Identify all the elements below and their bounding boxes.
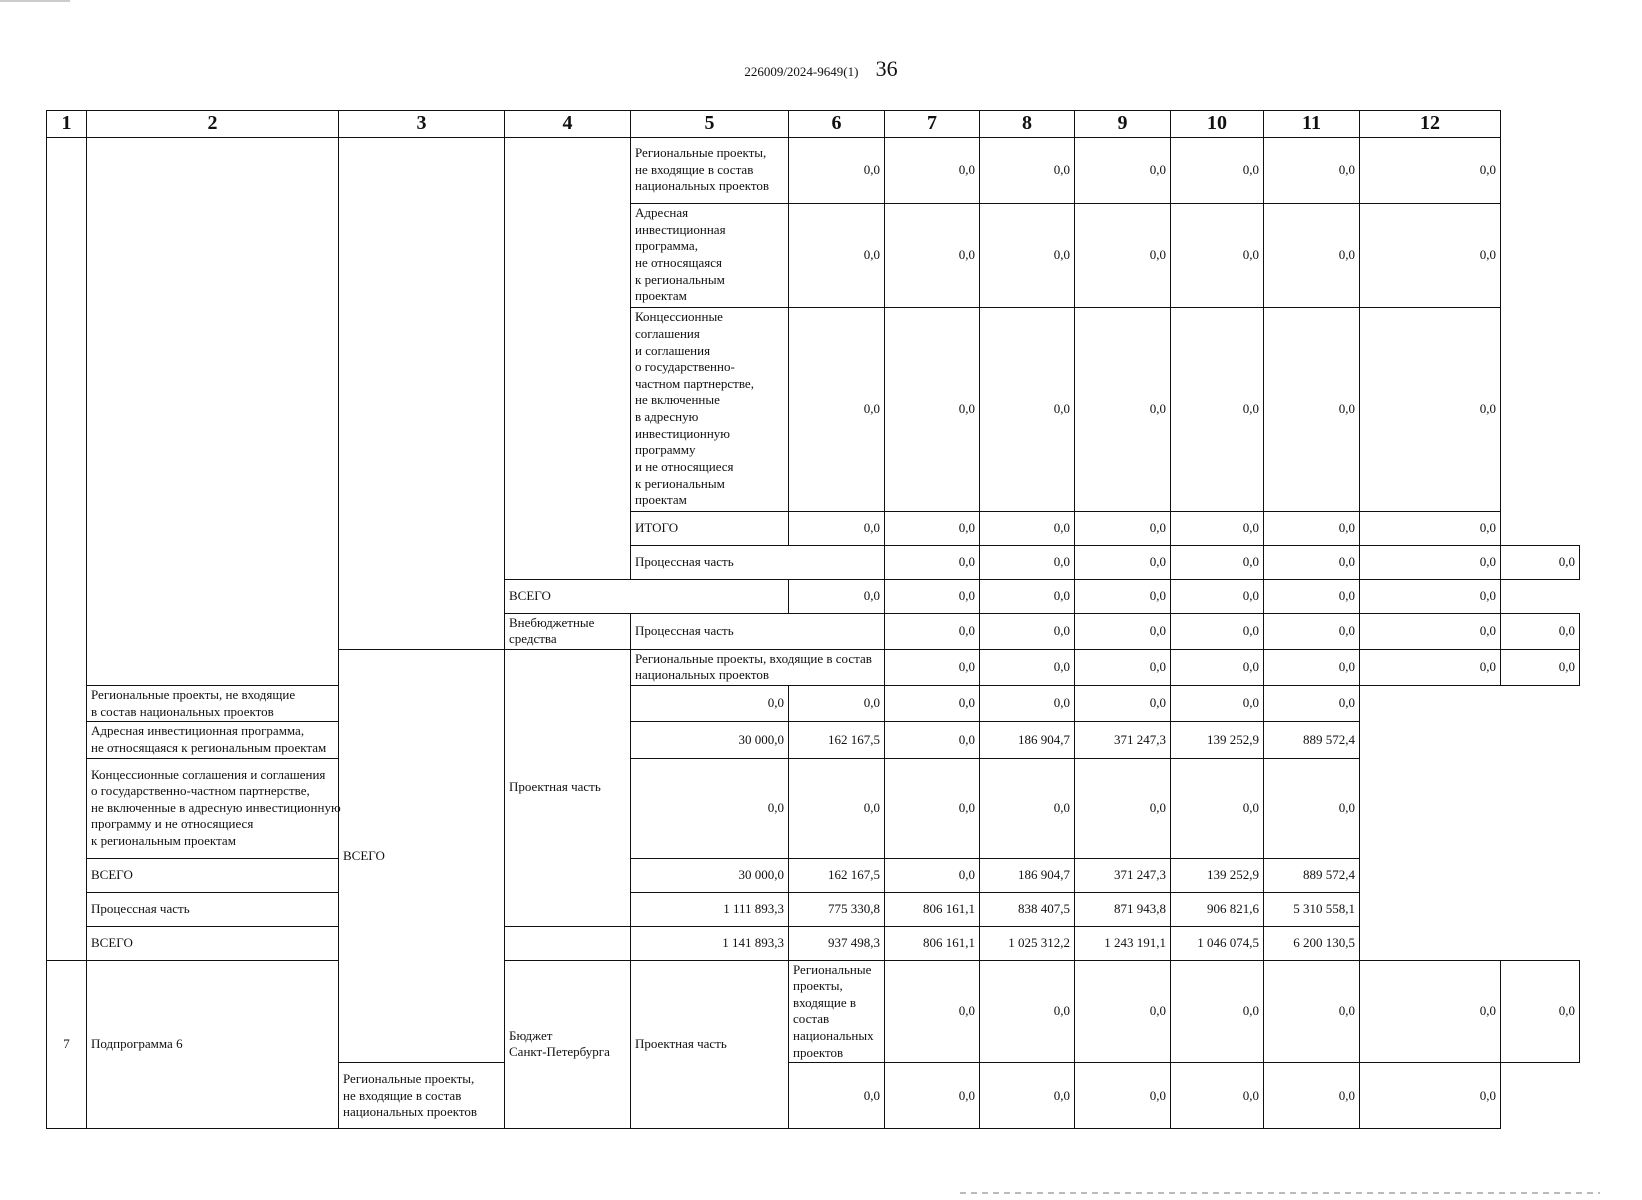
document-number: 226009/2024-9649(1) xyxy=(744,64,859,79)
value-cell: 871 943,8 xyxy=(1075,892,1171,926)
value-cell: 0,0 xyxy=(885,722,980,758)
col-header-6: 6 xyxy=(789,111,885,138)
empty-cell xyxy=(505,137,631,579)
value-cell: 0,0 xyxy=(1075,203,1171,307)
table-row xyxy=(47,758,1580,858)
empty-cell xyxy=(339,137,505,649)
value-cell: 0,0 xyxy=(789,137,885,203)
value-cell: 906 821,6 xyxy=(1171,892,1264,926)
row-number: 7 xyxy=(47,960,87,1129)
row-label: Концессионные соглашения и соглашения о государственно- частном партнерстве, не включенные в адресную инвестиционную программу и не относящиеся к региональным проектам xyxy=(631,307,789,511)
value-cell: 186 904,7 xyxy=(980,722,1075,758)
value-cell: 0,0 xyxy=(1264,686,1360,722)
value-cell: 0,0 xyxy=(1075,545,1171,579)
col-header-1: 1 xyxy=(47,111,87,138)
value-cell: 0,0 xyxy=(980,1063,1075,1129)
value-cell: 0,0 xyxy=(1075,960,1171,1063)
row-label: Проектная часть xyxy=(505,649,631,926)
value-cell: 0,0 xyxy=(789,307,885,511)
value-cell: 0,0 xyxy=(1360,137,1501,203)
value-cell: 0,0 xyxy=(1501,649,1580,685)
document-header xyxy=(0,56,1642,82)
budget-table xyxy=(46,110,1580,1129)
value-cell: 838 407,5 xyxy=(980,892,1075,926)
table-row xyxy=(47,722,1580,758)
value-cell: 0,0 xyxy=(789,511,885,545)
value-cell: 139 252,9 xyxy=(1171,722,1264,758)
value-cell: 0,0 xyxy=(1360,1063,1501,1129)
row-label: Региональные проекты, не входящие в состав национальных проектов xyxy=(631,137,789,203)
value-cell: 806 161,1 xyxy=(885,926,980,960)
value-cell: 0,0 xyxy=(885,649,980,685)
value-cell: 1 111 893,3 xyxy=(631,892,789,926)
row-label: Адресная инвестиционная программа, не относящаяся к региональным проектам xyxy=(631,203,789,307)
value-cell: 162 167,5 xyxy=(789,858,885,892)
value-cell: 889 572,4 xyxy=(1264,722,1360,758)
value-cell: 0,0 xyxy=(1360,203,1501,307)
value-cell: 0,0 xyxy=(1075,758,1171,858)
value-cell: 139 252,9 xyxy=(1171,858,1264,892)
value-cell: 0,0 xyxy=(1171,203,1264,307)
value-cell: 0,0 xyxy=(885,613,980,649)
value-cell: 0,0 xyxy=(631,686,789,722)
row-label: Внебюджетные средства xyxy=(505,613,631,649)
value-cell: 0,0 xyxy=(980,545,1075,579)
row-label: ИТОГО xyxy=(631,511,789,545)
value-cell: 0,0 xyxy=(1264,758,1360,858)
col-header-5: 5 xyxy=(631,111,789,138)
value-cell: 0,0 xyxy=(1171,758,1264,858)
value-cell: 162 167,5 xyxy=(789,722,885,758)
row-label: Региональные проекты, не входящие в состав национальных проектов xyxy=(339,1063,505,1129)
value-cell: 5 310 558,1 xyxy=(1264,892,1360,926)
value-cell: 1 243 191,1 xyxy=(1075,926,1171,960)
value-cell: 0,0 xyxy=(1075,511,1171,545)
value-cell: 0,0 xyxy=(1264,613,1360,649)
row-label: Концессионные соглашения и соглашения о государственно-частном партнерстве, не включенные в адресную инвестиционную программу и не относящиеся к региональным проектам xyxy=(87,758,505,858)
value-cell: 0,0 xyxy=(1360,960,1501,1063)
value-cell: 0,0 xyxy=(1171,613,1264,649)
value-cell: 0,0 xyxy=(1264,203,1360,307)
value-cell: 0,0 xyxy=(789,579,885,613)
col-header-2: 2 xyxy=(87,111,339,138)
value-cell: 0,0 xyxy=(1171,1063,1264,1129)
value-cell: 0,0 xyxy=(885,758,980,858)
value-cell: 0,0 xyxy=(980,686,1075,722)
col-header-7: 7 xyxy=(885,111,980,138)
value-cell: 0,0 xyxy=(1360,511,1501,545)
row-label: Проектная часть xyxy=(631,960,789,1129)
value-cell: 0,0 xyxy=(980,137,1075,203)
value-cell: 0,0 xyxy=(1075,307,1171,511)
row-label: Адресная инвестиционная программа, не относящаяся к региональным проектам xyxy=(87,722,505,758)
scan-artifact-line xyxy=(0,0,70,2)
value-cell: 0,0 xyxy=(1171,686,1264,722)
value-cell: 0,0 xyxy=(1264,511,1360,545)
budget-table-wrapper xyxy=(46,110,1580,1129)
value-cell: 0,0 xyxy=(1264,545,1360,579)
value-cell: 806 161,1 xyxy=(885,892,980,926)
value-cell: 0,0 xyxy=(1264,307,1360,511)
value-cell: 0,0 xyxy=(980,960,1075,1063)
value-cell: 0,0 xyxy=(1264,579,1360,613)
value-cell: 0,0 xyxy=(1075,1063,1171,1129)
empty-cell xyxy=(47,137,87,960)
value-cell: 0,0 xyxy=(980,649,1075,685)
col-header-12: 12 xyxy=(1360,111,1501,138)
empty-cell xyxy=(87,137,339,686)
value-cell: 937 498,3 xyxy=(789,926,885,960)
scan-artifact-line xyxy=(960,1192,1600,1194)
table-row xyxy=(47,858,1580,892)
value-cell: 0,0 xyxy=(980,579,1075,613)
value-cell: 0,0 xyxy=(1501,545,1580,579)
value-cell: 0,0 xyxy=(789,758,885,858)
row-label: Процессная часть xyxy=(631,545,885,579)
value-cell: 0,0 xyxy=(631,758,789,858)
value-cell: 0,0 xyxy=(1360,649,1501,685)
value-cell: 0,0 xyxy=(885,203,980,307)
value-cell: 1 046 074,5 xyxy=(1171,926,1264,960)
value-cell: 0,0 xyxy=(1171,960,1264,1063)
table-row xyxy=(47,892,1580,926)
row-label: ВСЕГО xyxy=(87,926,631,960)
row-label: Региональные проекты, входящие в состав национальных проектов xyxy=(631,649,885,685)
value-cell: 0,0 xyxy=(1171,137,1264,203)
row-label: Процессная часть xyxy=(631,613,885,649)
value-cell: 30 000,0 xyxy=(631,858,789,892)
value-cell: 0,0 xyxy=(885,579,980,613)
value-cell: 0,0 xyxy=(885,511,980,545)
col-header-3: 3 xyxy=(339,111,505,138)
value-cell: 0,0 xyxy=(885,686,980,722)
row-label: Подпрограмма 6 xyxy=(87,960,339,1129)
column-number-row xyxy=(47,111,1580,138)
table-row xyxy=(47,960,1580,1063)
value-cell: 0,0 xyxy=(885,858,980,892)
col-header-10: 10 xyxy=(1171,111,1264,138)
value-cell: 0,0 xyxy=(980,511,1075,545)
col-header-11: 11 xyxy=(1264,111,1360,138)
value-cell: 0,0 xyxy=(1264,649,1360,685)
value-cell: 0,0 xyxy=(1171,649,1264,685)
value-cell: 0,0 xyxy=(789,203,885,307)
value-cell: 0,0 xyxy=(980,307,1075,511)
value-cell: 0,0 xyxy=(1075,613,1171,649)
value-cell: 0,0 xyxy=(1171,511,1264,545)
value-cell: 0,0 xyxy=(885,545,980,579)
col-header-4: 4 xyxy=(505,111,631,138)
value-cell: 0,0 xyxy=(1171,307,1264,511)
row-label: ВСЕГО xyxy=(87,858,505,892)
row-label: ВСЕГО xyxy=(339,649,505,1063)
row-label: Региональные проекты, входящие в состав национальных проектов xyxy=(789,960,885,1063)
value-cell: 0,0 xyxy=(885,1063,980,1129)
value-cell: 0,0 xyxy=(980,758,1075,858)
value-cell: 1 141 893,3 xyxy=(631,926,789,960)
value-cell: 0,0 xyxy=(1075,137,1171,203)
value-cell: 775 330,8 xyxy=(789,892,885,926)
table-row xyxy=(47,137,1580,203)
value-cell: 0,0 xyxy=(1075,649,1171,685)
row-label: ВСЕГО xyxy=(505,579,789,613)
value-cell: 0,0 xyxy=(1360,613,1501,649)
value-cell: 6 200 130,5 xyxy=(1264,926,1360,960)
value-cell: 0,0 xyxy=(1501,960,1580,1063)
value-cell: 0,0 xyxy=(885,960,980,1063)
col-header-9: 9 xyxy=(1075,111,1171,138)
value-cell: 0,0 xyxy=(1360,545,1501,579)
value-cell: 0,0 xyxy=(1075,686,1171,722)
value-cell: 0,0 xyxy=(1360,307,1501,511)
value-cell: 0,0 xyxy=(789,686,885,722)
row-label: Региональные проекты, не входящие в состав национальных проектов xyxy=(87,686,505,722)
page-number: 36 xyxy=(875,56,898,81)
value-cell: 0,0 xyxy=(1075,579,1171,613)
value-cell: 0,0 xyxy=(980,613,1075,649)
row-label: Бюджет Санкт-Петербурга xyxy=(505,960,631,1129)
value-cell: 30 000,0 xyxy=(631,722,789,758)
table-row xyxy=(47,686,1580,722)
value-cell: 0,0 xyxy=(1264,137,1360,203)
row-label: Процессная часть xyxy=(87,892,631,926)
value-cell: 186 904,7 xyxy=(980,858,1075,892)
value-cell: 0,0 xyxy=(980,203,1075,307)
value-cell: 0,0 xyxy=(1171,579,1264,613)
value-cell: 1 025 312,2 xyxy=(980,926,1075,960)
value-cell: 0,0 xyxy=(1360,579,1501,613)
value-cell: 0,0 xyxy=(1264,1063,1360,1129)
value-cell: 0,0 xyxy=(885,137,980,203)
table-row xyxy=(47,926,1580,960)
value-cell: 371 247,3 xyxy=(1075,858,1171,892)
value-cell: 0,0 xyxy=(1264,960,1360,1063)
value-cell: 0,0 xyxy=(1171,545,1264,579)
value-cell: 889 572,4 xyxy=(1264,858,1360,892)
value-cell: 371 247,3 xyxy=(1075,722,1171,758)
value-cell: 0,0 xyxy=(789,1063,885,1129)
value-cell: 0,0 xyxy=(1501,613,1580,649)
col-header-8: 8 xyxy=(980,111,1075,138)
value-cell: 0,0 xyxy=(885,307,980,511)
